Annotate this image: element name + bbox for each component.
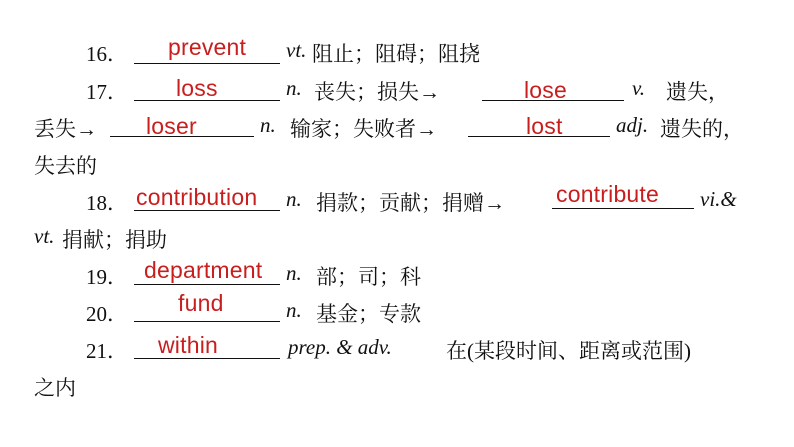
definition: 丧失；损失→ [314, 80, 440, 104]
part-of-speech: n. [286, 187, 302, 211]
definition: 部；司；科 [316, 265, 421, 289]
part-of-speech: prep. & adv. [288, 335, 392, 359]
entry-number: 20． [86, 302, 128, 326]
answer-text: fund [178, 290, 224, 316]
definition: 捐献；捐助 [62, 228, 167, 252]
continuation-text: 之内 [34, 376, 76, 400]
definition: 基金；专款 [316, 302, 421, 326]
entry-number: 16． [86, 42, 128, 66]
part-of-speech: n. [260, 113, 276, 137]
definition: 遗失的， [660, 117, 744, 141]
definition: 遗失， [666, 80, 729, 104]
part-of-speech: n. [286, 261, 302, 285]
part-of-speech: vt. [286, 38, 307, 62]
answer-text: department [144, 257, 263, 283]
answer-text: within [158, 332, 219, 358]
part-of-speech: n. [286, 76, 302, 100]
definition: 捐款；贡献；捐赠→ [316, 191, 505, 215]
definition: 输家；失败者→ [290, 117, 437, 141]
entry-number: 17． [86, 80, 128, 104]
definition: 阻止；阻碍；阻挠 [312, 42, 480, 66]
part-of-speech: adj. [616, 113, 649, 137]
definition: 在(某段时间、距离或范围) [446, 339, 691, 363]
entry-number: 21． [86, 339, 128, 363]
answer-text: loser [146, 113, 197, 139]
answer-text: prevent [168, 34, 247, 60]
answer-text: lost [526, 113, 563, 139]
answer-text: contribution [136, 184, 258, 210]
continuation-text: 丢失→ [34, 117, 97, 141]
continuation-text: 失去的 [34, 154, 97, 178]
answer-text: contribute [556, 181, 660, 207]
part-of-speech: vt. [34, 224, 55, 248]
answer-text: loss [176, 75, 218, 101]
part-of-speech: n. [286, 298, 302, 322]
entry-number: 18． [86, 191, 128, 215]
entry-number: 19． [86, 265, 128, 289]
part-of-speech: vi.& [700, 187, 737, 211]
answer-text: lose [524, 77, 567, 103]
part-of-speech: v. [632, 76, 646, 100]
